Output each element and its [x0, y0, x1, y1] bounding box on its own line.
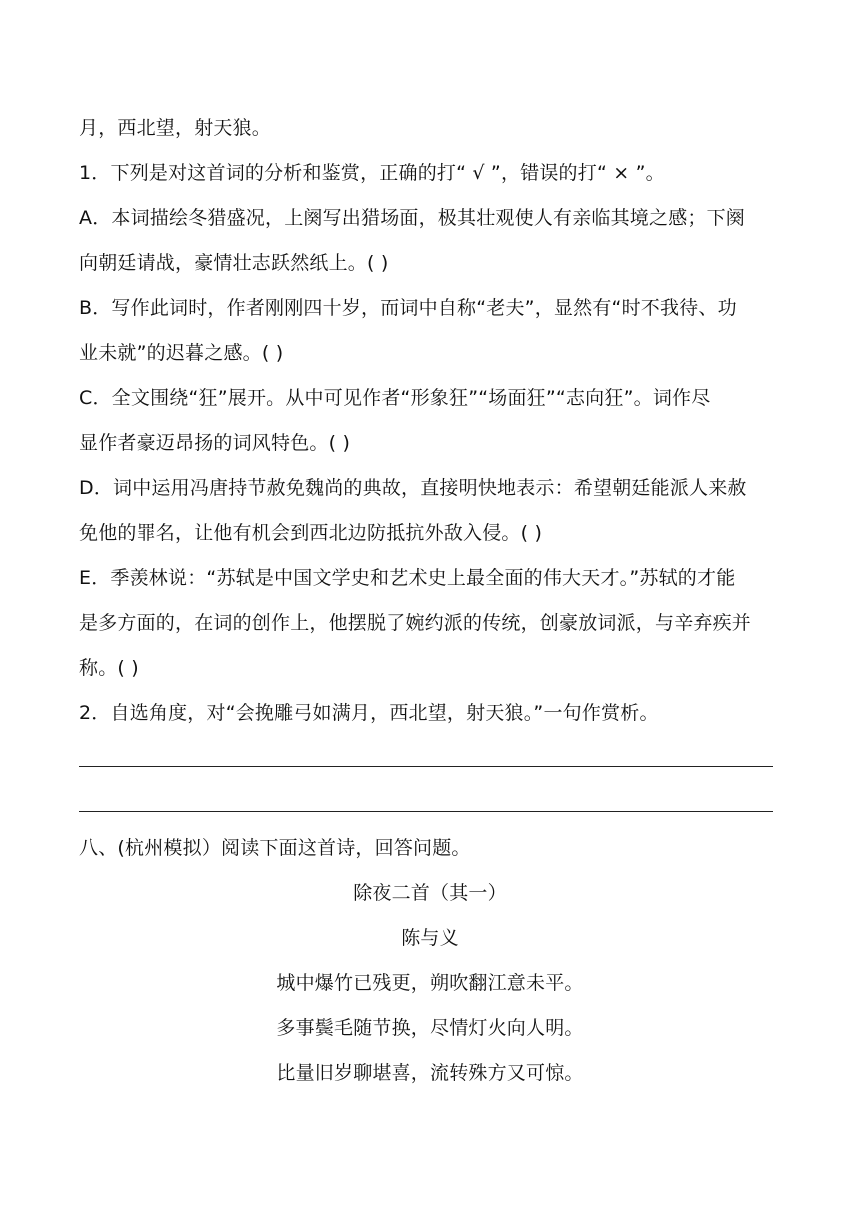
option-c-line-1: C．全文围绕“狂”展开。从中可见作者“形象狂”“场面狂”“志向狂”。词作尽: [79, 387, 711, 409]
option-d-line-1: D．词中运用冯唐持节赦免魏尚的典故，直接明快地表示：希望朝廷能派人来赦: [79, 477, 747, 499]
poem-author: 陈与义: [401, 927, 459, 949]
option-e-line-2: 是多方面的，在词的创作上，他摆脱了婉约派的传统，创豪放词派，与辛弃疾并: [79, 612, 752, 634]
option-e-line-3: 称。( ): [79, 657, 139, 679]
option-c-line-2: 显作者豪迈昂扬的词风特色。( ): [79, 432, 351, 454]
option-a-line-1: A．本词描绘冬猎盛况，上阕写出猎场面，极其壮观使人有亲临其境之感；下阕: [79, 207, 745, 229]
option-a-line-2: 向朝廷请战，豪情壮志跃然纸上。( ): [79, 252, 389, 274]
poem-line-2: 多事鬓毛随节换，尽情灯火向人明。: [276, 1017, 584, 1039]
question-1-stem: 1．下列是对这首词的分析和鉴赏，正确的打“ √ ”，错误的打“ × ”。: [79, 162, 665, 184]
answer-line-2[interactable]: [79, 811, 773, 812]
poem-line-1: 城中爆竹已残更，朔吹翻江意未平。: [276, 972, 584, 994]
option-b-line-2: 业未就”的迟暮之感。( ): [79, 342, 284, 364]
option-b-line-1: B．写作此词时，作者刚刚四十岁，而词中自称“老夫”，显然有“时不我待、功: [79, 297, 737, 319]
section-8-heading: 八、(杭州模拟）阅读下面这首诗，回答问题。: [79, 837, 471, 859]
option-d-line-2: 免他的罪名，让他有机会到西北边防抵抗外敌入侵。( ): [79, 522, 543, 544]
passage-tail: 月，西北望，射天狼。: [79, 117, 272, 139]
answer-line-1[interactable]: [79, 766, 773, 767]
poem-title: 除夜二首（其一）: [353, 882, 507, 904]
option-e-line-1: E．季羡林说：“苏轼是中国文学史和艺术史上最全面的伟大天才。”苏轼的才能: [79, 567, 736, 589]
question-2-stem: 2．自选角度，对“会挽雕弓如满月，西北望，射天狼。”一句作赏析。: [79, 702, 659, 724]
poem-line-3: 比量旧岁聊堪喜，流转殊方又可惊。: [276, 1062, 584, 1084]
